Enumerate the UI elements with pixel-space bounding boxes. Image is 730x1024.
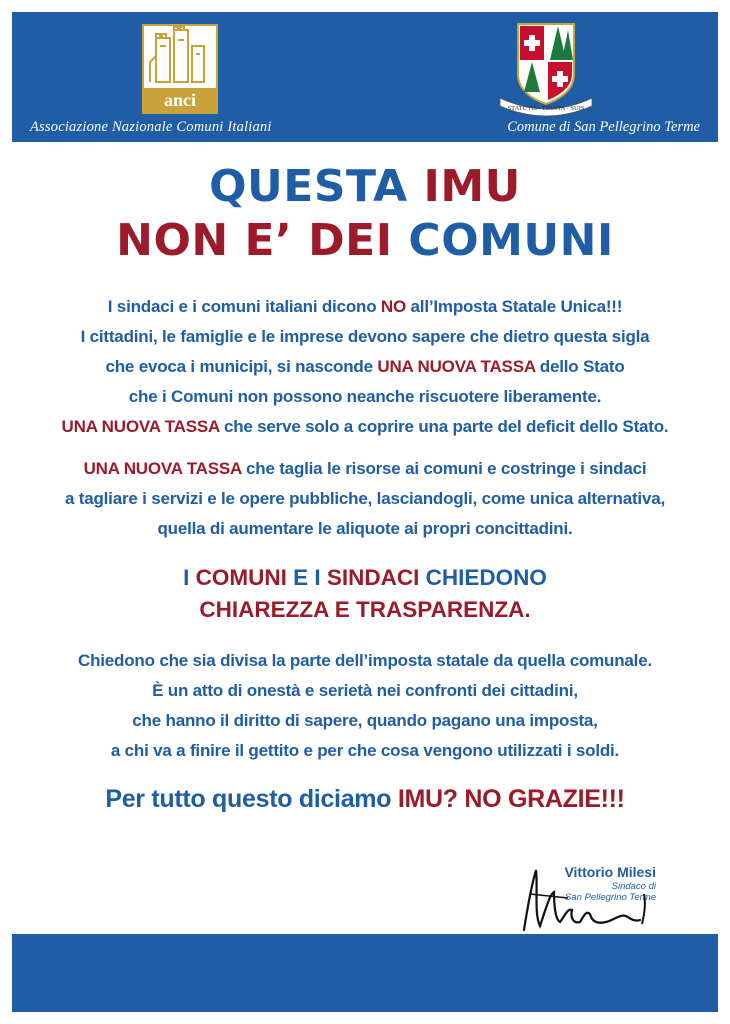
- p1-line3-highlight: UNA NUOVA TASSA: [377, 357, 536, 376]
- headline-line2-part2: COMUNI: [408, 215, 614, 266]
- headline-line1-part1: QUESTA: [209, 161, 424, 212]
- p1-line5-b: che serve solo a coprire una parte del deficit dello Stato.: [219, 417, 669, 436]
- sub-line1-c: E I: [286, 565, 327, 590]
- anci-logo-text: anci: [144, 88, 216, 112]
- p3-line2: È un atto di onestà e serietà nei confronti dei cittadini,: [152, 681, 578, 700]
- signature-block: [510, 864, 670, 934]
- anci-logo: [142, 24, 218, 114]
- p2-line1-highlight: UNA NUOVA TASSA: [83, 459, 242, 478]
- sub-line1-sindaci: SINDACI: [326, 565, 420, 590]
- slogan: [12, 782, 718, 816]
- headline-line2-part1: NON E’ DEI: [116, 215, 409, 266]
- signatory-role-line2: San Pellegrino Terme: [564, 892, 656, 903]
- p2-line3: quella di aumentare le aliquote ai propri concittadini.: [157, 519, 573, 538]
- handwritten-signature-icon: [510, 864, 670, 934]
- poster: [12, 12, 718, 1012]
- p1-line3-c: dello Stato: [535, 357, 625, 376]
- header-band: [12, 12, 718, 142]
- headline: [12, 160, 718, 268]
- municipal-crest-icon: [498, 20, 594, 116]
- p1-line5-highlight: UNA NUOVA TASSA: [61, 417, 220, 436]
- crest-motto: STATUTIS · FRUITA · SUIS: [507, 105, 585, 112]
- paragraph-1: [12, 292, 718, 442]
- p1-line3-a: che evoca i municipi, si nasconde: [105, 357, 378, 376]
- sub-line1-comuni: COMUNI: [195, 565, 287, 590]
- sub-line1-e: CHIEDONO: [419, 565, 547, 590]
- p1-line1-a: I sindaci e i comuni italiani dicono: [107, 297, 381, 316]
- poster-body: [12, 160, 718, 816]
- slogan-part2: IMU? NO GRAZIE!!!: [397, 785, 625, 813]
- sub-line2: CHIAREZZA E TRASPARENZA.: [199, 597, 531, 622]
- signatory-role-line1: Sindaco di: [611, 881, 656, 892]
- sub-line1-a: I: [183, 565, 196, 590]
- p2-line1-b: che taglia le risorse ai comuni e costringe i sindaci: [241, 459, 647, 478]
- p3-line3: che hanno il diritto di sapere, quando pagano una imposta,: [132, 711, 598, 730]
- signatory-name: Vittorio Milesi: [564, 864, 656, 880]
- footer-band: [12, 934, 718, 1012]
- sub-headline: [12, 562, 718, 626]
- association-caption: Associazione Nazionale Comuni Italiani: [30, 119, 272, 135]
- municipality-caption: Comune di San Pellegrino Terme: [507, 119, 700, 135]
- p2-line2: a tagliare i servizi e le opere pubbliche, lasciandogli, come unica alternativa,: [64, 489, 665, 508]
- p3-line1: Chiedono che sia divisa la parte dell’imposta statale da quella comunale.: [78, 651, 652, 670]
- slogan-part1: Per tutto questo diciamo: [105, 785, 398, 813]
- paragraph-2: [12, 454, 718, 544]
- headline-line1-part2: IMU: [423, 161, 521, 212]
- p1-line1-c: all’Imposta Statale Unica!!!: [406, 297, 623, 316]
- p3-line4: a chi va a finire il gettito e per che cosa vengono utilizzati i soldi.: [110, 741, 620, 760]
- paragraph-3: [12, 646, 718, 766]
- anci-towers-icon: [144, 26, 216, 90]
- p1-line2: I cittadini, le famiglie e le imprese devono sapere che dietro questa sigla: [80, 327, 650, 346]
- p1-no-highlight: NO: [380, 297, 407, 316]
- p1-line4: che i Comuni non possono neanche riscuotere liberamente.: [128, 387, 602, 406]
